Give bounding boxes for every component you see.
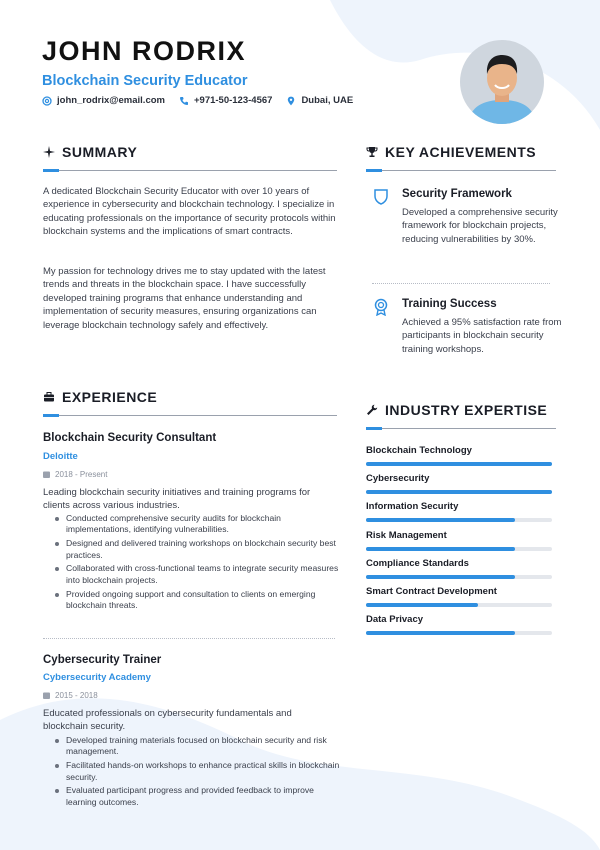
briefcase-icon bbox=[43, 391, 55, 403]
skill-name: Compliance Standards bbox=[366, 557, 469, 569]
skill-bar-fill bbox=[366, 631, 515, 635]
profile-photo bbox=[460, 40, 544, 124]
job-description: Leading blockchain security initiatives and training programs for clients across various industries. bbox=[43, 487, 311, 511]
bullet-item: Facilitated hands-on workshops to enhance practical skills in blockchain security. bbox=[55, 760, 340, 783]
job-title: Blockchain Security Consultant bbox=[43, 432, 217, 444]
avatar bbox=[460, 40, 544, 124]
contact-email[interactable] bbox=[42, 95, 165, 106]
skill-bar-track bbox=[366, 462, 552, 466]
skill-bar-fill bbox=[366, 462, 552, 466]
summary-divider bbox=[43, 170, 337, 171]
skill-item bbox=[366, 614, 552, 635]
skill-item bbox=[366, 473, 552, 494]
calendar-icon bbox=[43, 692, 50, 699]
achievement-separator bbox=[372, 283, 550, 284]
job-bullets bbox=[55, 735, 340, 811]
skill-item bbox=[366, 530, 552, 551]
skill-bar-fill bbox=[366, 603, 478, 607]
skill-item bbox=[366, 445, 552, 466]
skill-name: Cybersecurity bbox=[366, 473, 430, 485]
skill-bar-fill bbox=[366, 575, 515, 579]
skill-name: Risk Management bbox=[366, 529, 447, 541]
skill-bar-track bbox=[366, 490, 552, 494]
job-description: Educated professionals on cybersecurity fundamentals and blockchain security. bbox=[43, 708, 292, 732]
summary-heading: SUMMARY bbox=[43, 144, 137, 160]
skill-bar-track bbox=[366, 575, 552, 579]
at-icon bbox=[42, 96, 52, 106]
job-bullets bbox=[55, 513, 340, 614]
skill-bar-track bbox=[366, 547, 552, 551]
skill-name: Data Privacy bbox=[366, 614, 424, 626]
expertise-divider bbox=[366, 428, 556, 429]
candidate-title: Blockchain Security Educator bbox=[42, 73, 248, 89]
skill-name: Information Security bbox=[366, 501, 459, 513]
skill-item bbox=[366, 501, 552, 522]
skill-bar-fill bbox=[366, 547, 515, 551]
experience-divider bbox=[43, 415, 337, 416]
bullet-item: Collaborated with cross-functional teams to integrate security measures into blockchain projects. bbox=[55, 563, 340, 586]
location-text: Dubai, UAE bbox=[301, 95, 354, 106]
skill-bar-track bbox=[366, 518, 552, 522]
skill-name: Smart Contract Development bbox=[366, 586, 497, 597]
shield-icon bbox=[372, 188, 390, 206]
skill-bar-fill bbox=[366, 518, 515, 522]
bullet-item: Conducted comprehensive security audits for blockchain implementations, identifying vulnerabilities. bbox=[55, 513, 340, 536]
achievement-title: Security Framework bbox=[402, 188, 512, 200]
summary-paragraph-1: A dedicated Blockchain Security Educator with over 10 years of experience in cybersecurity and blockchain technology. I specialize in educating professionals on the importance of security protocols within blockchain systems and the implications of smart contracts. bbox=[43, 186, 336, 238]
calendar-icon bbox=[43, 471, 50, 478]
skill-name: Blockchain Technology bbox=[366, 445, 472, 456]
experience-accent bbox=[43, 414, 59, 417]
job-dates: 2015 - 2018 bbox=[43, 691, 98, 700]
job-company: Cybersecurity Academy bbox=[43, 672, 151, 683]
achievement-title: Training Success bbox=[402, 298, 497, 310]
achievements-divider bbox=[366, 170, 556, 171]
trophy-icon bbox=[366, 146, 378, 158]
email-text: john_rodrix@email.com bbox=[57, 95, 165, 106]
skill-item bbox=[366, 558, 552, 579]
expertise-accent bbox=[366, 427, 382, 430]
bullet-item: Evaluated participant progress and provided feedback to improve learning outcomes. bbox=[55, 785, 340, 808]
candidate-name: JOHN RODRIX bbox=[42, 36, 247, 66]
bullet-item: Developed training materials focused on blockchain security and risk management. bbox=[55, 735, 340, 758]
expertise-heading: INDUSTRY EXPERTISE bbox=[366, 402, 547, 418]
skill-item bbox=[366, 586, 552, 607]
bullet-item: Provided ongoing support and consultation to clients on emerging blockchain threats. bbox=[55, 589, 340, 612]
achievement-description: Achieved a 95% satisfaction rate from participants in blockchain security training workshops. bbox=[402, 317, 562, 355]
location-pin-icon bbox=[286, 96, 296, 106]
contact-location bbox=[286, 95, 353, 106]
phone-text: +971-50-123-4567 bbox=[193, 95, 273, 106]
experience-heading: EXPERIENCE bbox=[43, 389, 157, 405]
skill-bar-fill bbox=[366, 490, 552, 494]
job-dates: 2018 - Present bbox=[43, 470, 107, 479]
achievements-heading: KEY ACHIEVEMENTS bbox=[366, 144, 536, 160]
wrench-icon bbox=[366, 404, 378, 416]
skill-bar-track bbox=[366, 603, 552, 607]
bullet-item: Designed and delivered training workshops on blockchain security best practices. bbox=[55, 538, 340, 561]
skill-bar-track bbox=[366, 631, 552, 635]
achievements-accent bbox=[366, 169, 382, 172]
job-title: Cybersecurity Trainer bbox=[43, 654, 162, 666]
summary-accent bbox=[43, 169, 59, 172]
sparkle-icon bbox=[43, 146, 55, 158]
job-company: Deloitte bbox=[43, 451, 78, 462]
phone-icon bbox=[179, 96, 189, 106]
contact-phone[interactable] bbox=[179, 95, 272, 106]
experience-separator bbox=[43, 638, 335, 639]
award-icon bbox=[372, 298, 390, 316]
summary-paragraph-2: My passion for technology drives me to stay updated with the latest trends and threats in the blockchain space. I have successfully developed training programs that enhance understanding and implementation of security measures, ensuring organizations can leverage blockchain technology safely and effectively. bbox=[43, 266, 326, 331]
achievement-description: Developed a comprehensive security framework for blockchain projects, reducing vulnerabilities by 30%. bbox=[402, 207, 558, 245]
contact-row bbox=[42, 95, 353, 106]
